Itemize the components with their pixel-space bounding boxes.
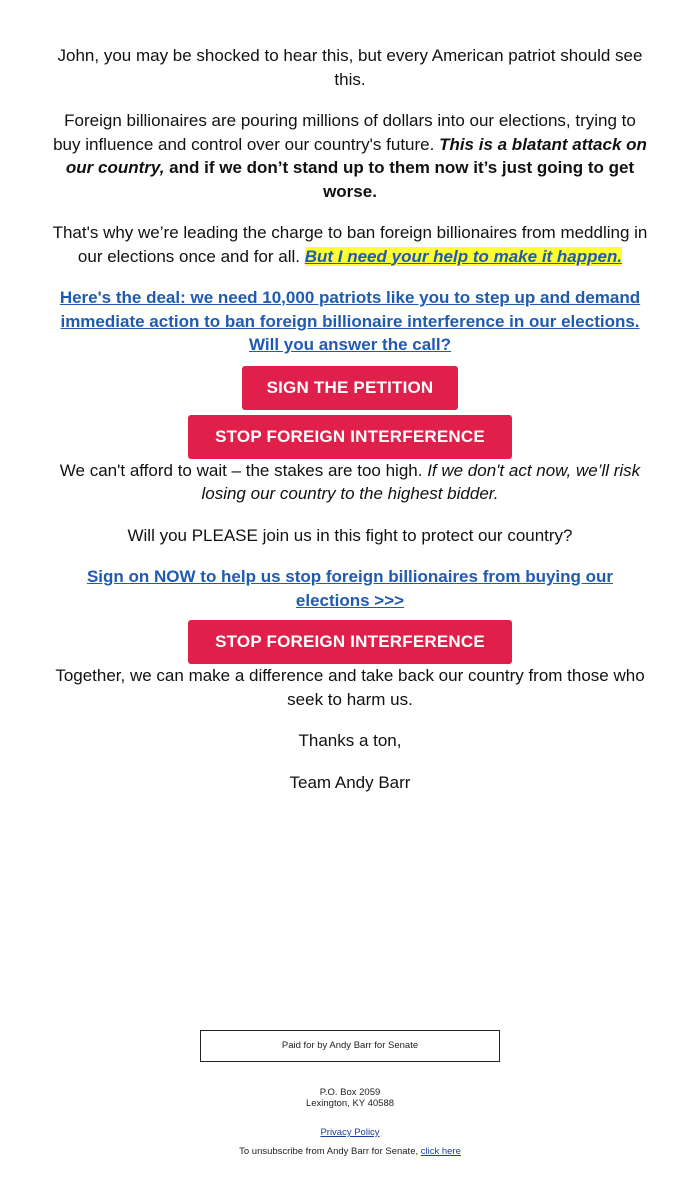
sign-on-paragraph	[50, 565, 650, 612]
together-paragraph	[50, 664, 650, 711]
unsubscribe-text: To unsubscribe from Andy Barr for Senate,	[239, 1146, 421, 1157]
billionaires-paragraph	[50, 109, 650, 203]
signature	[50, 771, 650, 795]
petition-button-wrap	[50, 365, 650, 410]
billionaires-text: Foreign billionaires are pouring millions of dollars into our elections, trying to buy influence and control over our country's future.	[53, 111, 636, 154]
paid-for-text: Paid for by Andy Barr for Senate	[281, 1040, 419, 1051]
wait-text: We can't afford to wait – the stakes are too high.	[59, 460, 428, 480]
charge-text: That's why we’re leading the charge to ban foreign billionaires from meddling in our elections once and for all.	[52, 223, 648, 266]
risk-emphasis: If we don't act now, we’ll risk losing our country to the highest bidder.	[201, 460, 641, 503]
stop-interference-button[interactable]: STOP FOREIGN INTERFERENCE	[188, 415, 512, 459]
sign-petition-button[interactable]: SIGN THE PETITION	[242, 366, 458, 410]
help-link[interactable]: But I need your help to make it happen.	[304, 246, 623, 266]
email-body	[50, 44, 650, 812]
signoff-text: Thanks a ton,	[298, 731, 402, 750]
greeting-paragraph	[50, 44, 650, 91]
wait-paragraph	[50, 459, 650, 506]
privacy-policy-link[interactable]: Privacy Policy	[320, 1127, 380, 1138]
unsubscribe-row	[0, 1146, 700, 1157]
paid-for-disclaimer	[200, 1030, 500, 1062]
stop-interference-button-2[interactable]: STOP FOREIGN INTERFERENCE	[188, 620, 512, 664]
mailing-address	[0, 1087, 700, 1109]
greeting-text: John, you may be shocked to hear this, but every American patriot should see this.	[57, 46, 643, 89]
stand-up-emphasis: and if we don’t stand up to them now it’s just going to get worse.	[164, 158, 635, 201]
deal-paragraph	[50, 286, 650, 357]
unsubscribe-link[interactable]: click here	[420, 1146, 461, 1157]
charge-paragraph	[50, 221, 650, 268]
please-join-text: Will you PLEASE join us in this fight to protect our country?	[127, 525, 573, 545]
stop-interference-button-wrap-2	[50, 620, 650, 664]
signoff	[50, 729, 650, 753]
address-line-2: Lexington, KY 40588	[305, 1098, 395, 1109]
together-text: Together, we can make a difference and take back our country from those who seek to harm us.	[55, 666, 645, 709]
deal-link[interactable]: Here's the deal: we need 10,000 patriots like you to step up and demand immediate action to ban foreign billionaire interference in our elections. Will you answer the call?	[59, 288, 641, 354]
stop-interference-button-wrap-1	[50, 415, 650, 459]
attack-emphasis: This is a blatant attack on our country,	[65, 134, 647, 177]
address-line-1: P.O. Box 2059	[319, 1087, 381, 1098]
privacy-row	[0, 1127, 700, 1138]
sign-on-link[interactable]: Sign on NOW to help us stop foreign billionaires from buying our elections >>>	[86, 567, 614, 610]
email-footer	[0, 1030, 700, 1157]
please-join-paragraph	[50, 524, 650, 548]
signature-text: Team Andy Barr	[289, 772, 411, 792]
